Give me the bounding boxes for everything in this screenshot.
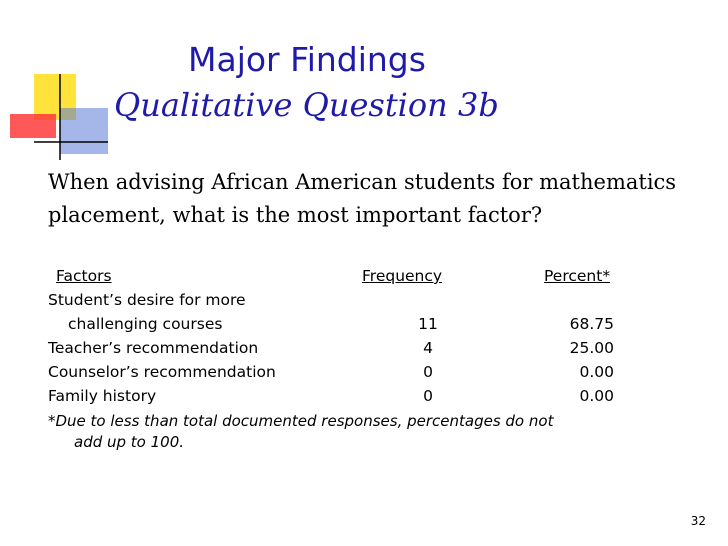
percent-cell: 25.00 [569, 339, 614, 357]
red-square [10, 114, 56, 138]
header-frequency: Frequency [362, 267, 443, 285]
frequency-cell: 11 [418, 315, 438, 333]
question-text: When advising African American students for mathematics placement, what is the most important factor? [48, 170, 677, 227]
blue-square [60, 108, 108, 154]
factor-cell: Counselor’s recommendation [48, 363, 276, 381]
factor-cell: Teacher’s recommendation [48, 339, 259, 357]
factor-cell: Student’s desire for more [48, 291, 246, 309]
footnote-line: add up to 100. [74, 433, 185, 451]
factor-cell: Family history [48, 387, 157, 405]
footnote-line: *Due to less than total documented responses, percentages do not [48, 412, 554, 430]
footnote [48, 411, 688, 453]
percent-cell: 0.00 [579, 363, 614, 381]
percent-cell: 0.00 [579, 387, 614, 405]
percent-cell: 68.75 [569, 315, 614, 333]
frequency-cell: 0 [423, 363, 433, 381]
header-factors: Factors [56, 267, 112, 285]
page-number: 32 [690, 514, 706, 528]
decorative-squares-graphic [0, 0, 120, 170]
header-percent: Percent* [544, 267, 611, 285]
frequency-cell: 0 [423, 387, 433, 405]
slide-title: Major Findings [188, 40, 426, 79]
frequency-cell: 4 [423, 339, 433, 357]
factor-cell: challenging courses [68, 315, 223, 333]
slide-subtitle: Qualitative Question 3b [114, 86, 499, 124]
